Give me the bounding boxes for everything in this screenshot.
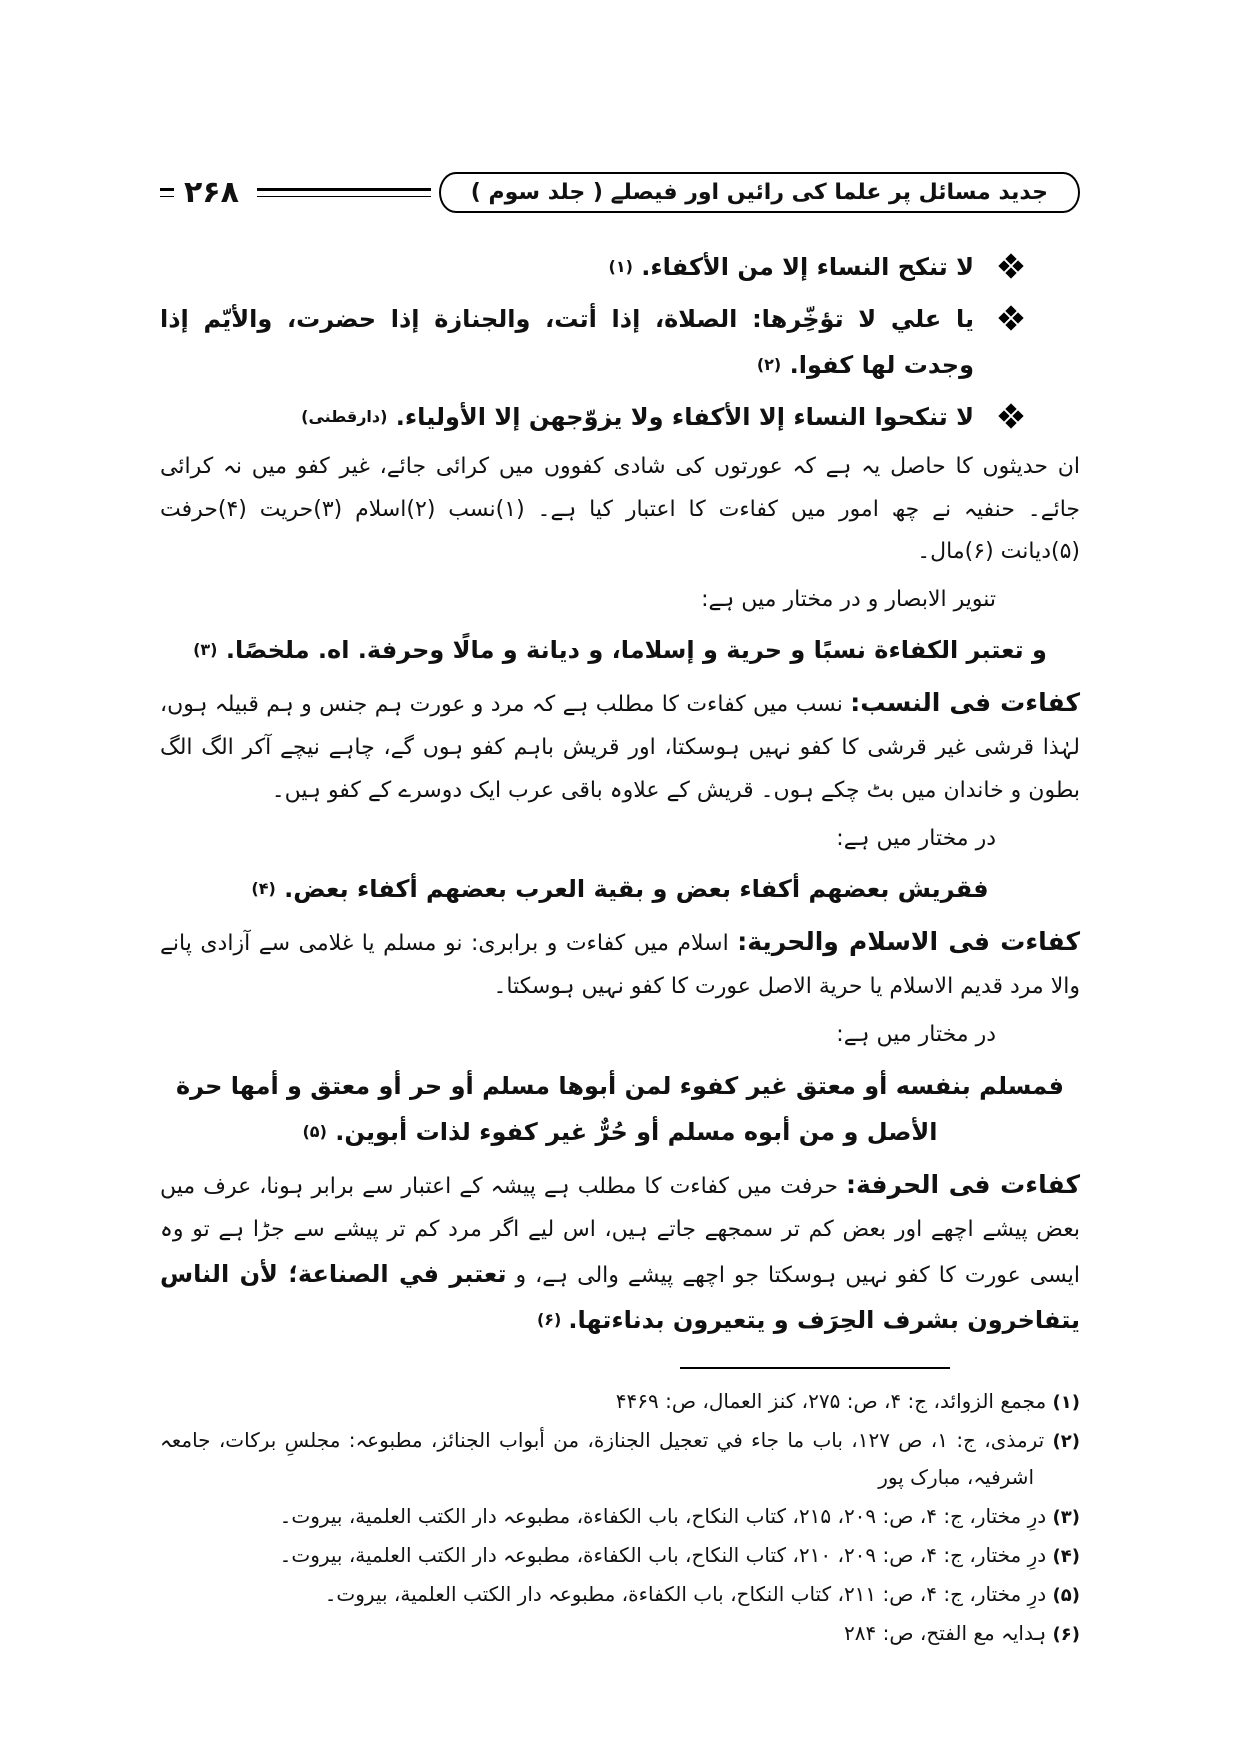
section-heading-hirfa: کفاءت فی الحرفة: — [846, 1169, 1080, 1199]
hadith-bullet-row — [160, 394, 1022, 440]
footnote-text: ترمذی، ج: ۱، ص ۱۲۷، باب ما جاء في تعجیل الجنازة، من أبواب الجنائز، مطبوعہ: مجلسِ برکات، جامعہ اشرفیہ، مبارک پور — [160, 1428, 1045, 1490]
section-nasab — [160, 679, 1080, 811]
section-hirfa-text: حرفت میں کفاءت کا مطلب ہے پیشہ کے اعتبار سے برابر ہونا، عرف میں بعض پیشے اچھے اور بعض کم تر سمجھے جاتے ہیں، اس لیے اگر مرد کم تر پیشے سے جڑا ہے تو وہ ایسی عورت کا کفو نہیں ہوسکتا جو اچھے پیشے والی ہے، و — [160, 1173, 1080, 1288]
footnote-item — [160, 1383, 1080, 1420]
page-header — [160, 166, 1080, 218]
quote-body: فقريش بعضهم أكفاء بعض و بقية العرب بعضهم أكفاء بعض. — [284, 875, 989, 904]
footnote-marker: (۶) — [1052, 1624, 1080, 1646]
footnote-marker: (۲) — [1052, 1431, 1081, 1453]
footnote-item — [160, 1615, 1080, 1652]
page-number: ۲۶۸ — [184, 174, 239, 210]
four-diamond-bullet-icon — [1000, 307, 1022, 329]
section-hirfa-arabic: تعتبر في الصناعة؛ لأن الناس يتفاخرون بشرف الحِرَف و يتعيرون بدناءتها. — [160, 1259, 1080, 1335]
hadith-bullet-row — [160, 296, 1022, 388]
header-double-rule-icon — [257, 188, 431, 197]
footnote-separator — [680, 1367, 950, 1369]
footnote-item — [160, 1576, 1080, 1613]
footnote-text: درِ مختار، ج: ۴، ص: ۲۰۹، ۲۱۰، کتاب النکاح، باب الکفاءة، مطبوعہ دار الکتب العلمیة، بیروت۔ — [279, 1543, 1047, 1568]
section-islam — [160, 918, 1080, 1008]
hadith-body: لا تنكح النساء إلا من الأكفاء. — [641, 253, 974, 281]
footnote-ref: (۵) — [302, 1121, 327, 1141]
hadith-bullet-row — [160, 244, 1022, 290]
book-title: جدید مسائل پر علما کی رائیں اور فیصلے ( جلد سوم ) — [470, 179, 1048, 205]
section-hirfa — [160, 1161, 1080, 1344]
footnotes-block — [160, 1367, 1080, 1652]
quote-body: فمسلم بنفسه أو معتق غير كفوء لمن أبوها مسلم أو حر أو معتق و أمها حرة الأصل و من أبوه مسلم أو حُرٌّ غير كفوء لذات أبوين. — [175, 1071, 1065, 1146]
arabic-quote-kafaa — [160, 627, 1080, 673]
hadith-text — [160, 296, 974, 388]
section-heading-nasab: کفاءت فی النسب: — [850, 688, 1080, 718]
header-left-flourish — [160, 188, 174, 197]
section-nasab-text: نسب میں کفاءت کا مطلب ہے کہ مرد و عورت ہم جنس و ہم قبیلہ ہوں، لہٰذا قرشی غیر قرشی کا کفو نہیں ہوسکتا، اور قریش باہم کفو ہوں گے، چاہے نیچے آکر الگ الگ بطون و خاندان میں بٹ چکے ہوں۔ قریش کے علاوہ باقی عرب ایک دوسرے کے کفو ہیں۔ — [160, 692, 1080, 803]
four-diamond-bullet-icon — [1000, 255, 1022, 277]
page-content — [160, 244, 1080, 1343]
title-cartouche — [439, 172, 1080, 213]
section-islam-text: اسلام میں کفاءت و برابری: نو مسلم یا غلامی سے آزادی پانے والا مرد قدیم الاسلام یا حریة الاصل عورت کا کفو نہیں ہوسکتا۔ — [160, 931, 1080, 1000]
summary-paragraph: ان حدیثوں کا حاصل یہ ہے کہ عورتوں کی شادی کفووں میں کرائی جائے، غیر کفو میں نہ کرائی جائے۔ حنفیہ نے چھ امور میں کفاءت کا اعتبار کیا ہے۔ (۱)نسب (۲)اسلام (۳)حریت (۴)حرفت (۵)دیانت (۶)مال۔ — [160, 454, 1081, 564]
footnote-text: درِ مختار، ج: ۴، ص: ۲۱۱، کتاب النکاح، باب الکفاءة، مطبوعہ دار الکتب العلمیة، بیروت۔ — [324, 1582, 1047, 1607]
section-heading-islam: کفاءت فی الاسلام والحریة: — [737, 927, 1081, 957]
footnote-ref: (۱) — [608, 257, 633, 276]
hadith-text — [160, 244, 974, 290]
hadith-text — [160, 394, 974, 440]
footnote-ref: (۴) — [251, 879, 276, 899]
footnote-marker: (۱) — [1052, 1392, 1080, 1414]
footnote-item — [160, 1537, 1080, 1574]
footnote-ref: (۶) — [536, 1310, 562, 1330]
footnote-text: درِ مختار، ج: ۴، ص: ۲۰۹، ۲۱۵، کتاب النکاح، باب الکفاءة، مطبوعہ دار الکتب العلمیة، بیروت۔ — [279, 1504, 1047, 1529]
hadith-body: لا تنكحوا النساء إلا الأكفاء ولا يزوّجهن إلا الأولياء. — [395, 403, 974, 432]
four-diamond-bullet-icon — [1000, 405, 1022, 427]
source-ref: (دارقطنی) — [301, 407, 388, 427]
arabic-quote-muslim — [160, 1063, 1080, 1155]
footnote-ref: (۲) — [756, 355, 782, 375]
footnote-marker: (۴) — [1052, 1546, 1080, 1568]
intro-line-durr-1: در مختار میں ہے: — [836, 825, 996, 851]
footnote-ref: (۳) — [193, 640, 218, 660]
footnote-item — [160, 1422, 1080, 1496]
hadith-body: يا علي لا تؤخِّرها: الصلاة، إذا أتت، والجنازة إذا حضرت، والأيّم إذا وجدت لها كفوا. — [160, 305, 974, 380]
footnote-marker: (۵) — [1052, 1585, 1080, 1607]
footnote-text: ہدایہ مع الفتح، ص: ۲۸۴ — [844, 1621, 1047, 1646]
footnote-marker: (۳) — [1052, 1507, 1080, 1529]
arabic-quote-quraysh — [160, 866, 1080, 912]
intro-line-tanwir: تنویر الابصار و در مختار میں ہے: — [701, 587, 996, 613]
footnote-text: مجمع الزوائد، ج: ۴، ص: ۲۷۵، کنز العمال، ص: ۴۴۶۹ — [615, 1389, 1047, 1414]
quote-body: و تعتبر الكفاءة نسبًا و حرية و إسلاما، و ديانة و مالًا وحرفة. اه. ملخصًا. — [225, 636, 1047, 665]
intro-line-durr-2: در مختار میں ہے: — [836, 1022, 996, 1048]
footnote-item — [160, 1498, 1080, 1535]
